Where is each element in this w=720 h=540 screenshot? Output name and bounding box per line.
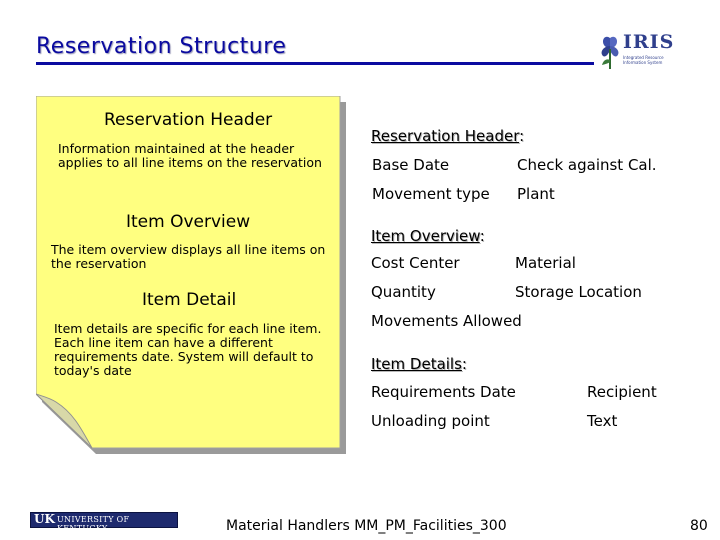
field-material: Material (515, 254, 576, 272)
item-overview-colon: : (479, 227, 485, 245)
field-unloading-point: Unloading point (371, 412, 490, 430)
field-movements-allowed: Movements Allowed (371, 312, 522, 330)
iris-wordmark: IRIS (623, 31, 675, 53)
footer-course-title: Material Handlers MM_PM_Facilities_300 (226, 518, 507, 534)
item-details-colon: : (461, 355, 467, 373)
note-text-item-detail: Item details are specific for each line item. Each line item can have a different requirements date. System will default to today's date (54, 321, 322, 378)
note-text-item-overview: The item overview displays all line items on the reservation (51, 242, 326, 271)
field-text: Text (587, 412, 618, 430)
field-quantity: Quantity (371, 283, 436, 301)
field-storage-location: Storage Location (515, 283, 642, 301)
uk-monogram: UK (34, 512, 55, 526)
field-cost-center: Cost Center (371, 254, 460, 272)
note-heading-item-detail: Item Detail (142, 290, 237, 310)
university-of-kentucky-logo (30, 512, 178, 533)
field-recipient: Recipient (587, 383, 657, 401)
uk-wordmark: UNIVERSITY OF KENTUCKY (57, 515, 130, 533)
item-details-label: Item Details (371, 355, 462, 373)
item-details-section (371, 354, 467, 373)
reservation-header-section (371, 126, 524, 145)
note-text-reservation-header: Information maintained at the header applies to all line items on the reservation (58, 141, 322, 170)
field-base-date: Base Date (372, 156, 450, 174)
field-check-against-cal: Check against Cal. (517, 156, 657, 174)
field-requirements-date: Requirements Date (371, 383, 516, 401)
iris-subtitle: Integrated Resource Information System (623, 55, 664, 65)
reservation-header-colon: : (519, 127, 525, 145)
note-heading-reservation-header: Reservation Header (104, 110, 273, 130)
sticky-note (36, 96, 346, 454)
item-overview-section (371, 226, 485, 245)
field-plant: Plant (517, 185, 555, 203)
page-number: 80 (690, 518, 708, 534)
note-heading-item-overview: Item Overview (126, 212, 251, 232)
slide-title: Reservation Structure (36, 34, 287, 59)
field-movement-type: Movement type (372, 185, 490, 203)
iris-flower-icon (598, 32, 622, 70)
title-underline (36, 62, 594, 65)
item-overview-label: Item Overview (371, 227, 480, 245)
reservation-header-label: Reservation Header (371, 127, 520, 145)
iris-logo (598, 30, 675, 70)
